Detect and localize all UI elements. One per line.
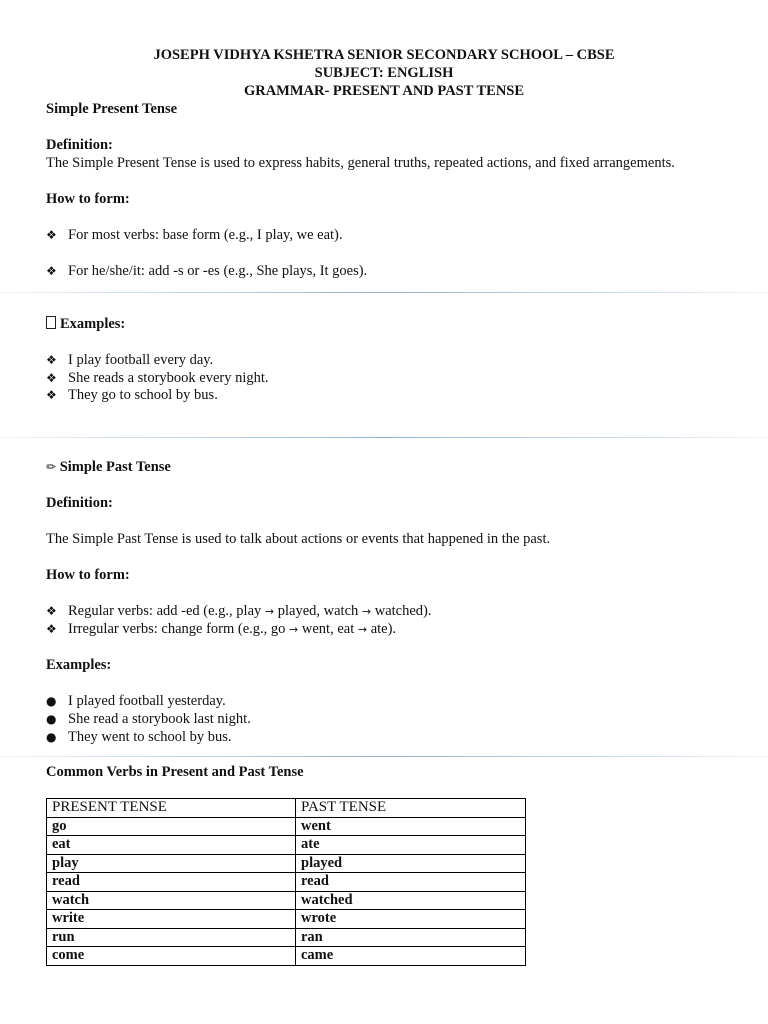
past-cell: came: [296, 947, 526, 966]
past-example-item: ● She read a storybook last night.: [46, 711, 251, 727]
present-cell: go: [47, 817, 296, 836]
past-definition-label: Definition:: [46, 495, 113, 511]
topic-line: GRAMMAR- PRESENT AND PAST TENSE: [243, 83, 525, 99]
table-row: [47, 836, 526, 855]
round-bullet-icon: ●: [46, 694, 57, 708]
column-header-present: PRESENT TENSE: [47, 799, 296, 818]
present-examples-label: Examples:: [46, 316, 125, 333]
present-title: Simple Present Tense: [46, 101, 178, 117]
round-bullet-icon: ●: [46, 730, 57, 744]
table-header-row: [47, 799, 526, 818]
present-cell: read: [47, 873, 296, 892]
table-row: [47, 910, 526, 929]
missing-glyph-box-icon: [46, 316, 56, 329]
present-rule-item: ❖ For most verbs: base form (e.g., I play, we eat).: [46, 227, 343, 243]
column-header-past: PAST TENSE: [296, 799, 526, 818]
past-rule-item: ❖ Irregular verbs: change form (e.g., go → went, eat → ate).: [46, 621, 397, 637]
diamond-bullet-icon: ❖: [46, 228, 57, 242]
present-rule-item: ❖ For he/she/it: add -s or -es (e.g., She plays, It goes).: [46, 263, 368, 279]
arrow-icon: →: [289, 623, 299, 636]
arrow-icon: →: [361, 605, 372, 618]
present-cell: run: [47, 928, 296, 947]
diamond-bullet-icon: ❖: [46, 371, 57, 385]
present-cell: come: [47, 947, 296, 966]
past-example-item: ● I played football yesterday.: [46, 693, 226, 709]
present-cell: play: [47, 854, 296, 873]
table-row: [47, 854, 526, 873]
present-cell: eat: [47, 836, 296, 855]
table-row: [47, 817, 526, 836]
past-cell: wrote: [296, 910, 526, 929]
table-title: Common Verbs in Present and Past Tense: [46, 764, 304, 780]
past-rule-item: ❖ Regular verbs: add -ed (e.g., play → played, watch → watched).: [46, 603, 432, 619]
section-divider: [0, 437, 768, 438]
verbs-table: [46, 798, 526, 966]
past-example-item: ● They went to school by bus.: [46, 729, 232, 745]
diamond-bullet-icon: ❖: [46, 353, 57, 367]
diamond-bullet-icon: ❖: [46, 388, 57, 402]
pencil-icon: ✏: [46, 460, 57, 474]
past-examples-label: Examples:: [46, 657, 112, 673]
present-example-item: ❖ I play football every day.: [46, 352, 214, 368]
school-name: JOSEPH VIDHYA KSHETRA SENIOR SECONDARY SCHOOL – CBSE: [153, 47, 615, 63]
past-definition-text: The Simple Past Tense is used to talk about actions or events that happened in the past.: [46, 531, 551, 547]
past-cell: read: [296, 873, 526, 892]
past-cell: played: [296, 854, 526, 873]
arrow-icon: →: [264, 605, 275, 618]
past-how-label: How to form:: [46, 567, 130, 583]
present-cell: watch: [47, 891, 296, 910]
past-cell: ran: [296, 928, 526, 947]
past-cell: went: [296, 817, 526, 836]
present-how-label: How to form:: [46, 191, 130, 207]
section-divider: [0, 756, 768, 757]
present-cell: write: [47, 910, 296, 929]
present-example-item: ❖ She reads a storybook every night.: [46, 370, 269, 386]
past-title: ✏ Simple Past Tense: [46, 459, 171, 475]
round-bullet-icon: ●: [46, 712, 57, 726]
table-row: [47, 891, 526, 910]
diamond-bullet-icon: ❖: [46, 604, 57, 618]
present-example-item: ❖ They go to school by bus.: [46, 387, 218, 403]
table-row: [47, 873, 526, 892]
arrow-icon: →: [357, 623, 368, 636]
past-cell: ate: [296, 836, 526, 855]
section-divider: [0, 292, 768, 293]
past-cell: watched: [296, 891, 526, 910]
diamond-bullet-icon: ❖: [46, 264, 57, 278]
subject-line: SUBJECT: ENGLISH: [314, 65, 454, 81]
table-row: [47, 947, 526, 966]
present-definition-text: The Simple Present Tense is used to express habits, general truths, repeated actions, and fixed arrangements.: [46, 155, 675, 171]
present-definition-label: Definition:: [46, 137, 113, 153]
diamond-bullet-icon: ❖: [46, 622, 57, 636]
table-row: [47, 928, 526, 947]
